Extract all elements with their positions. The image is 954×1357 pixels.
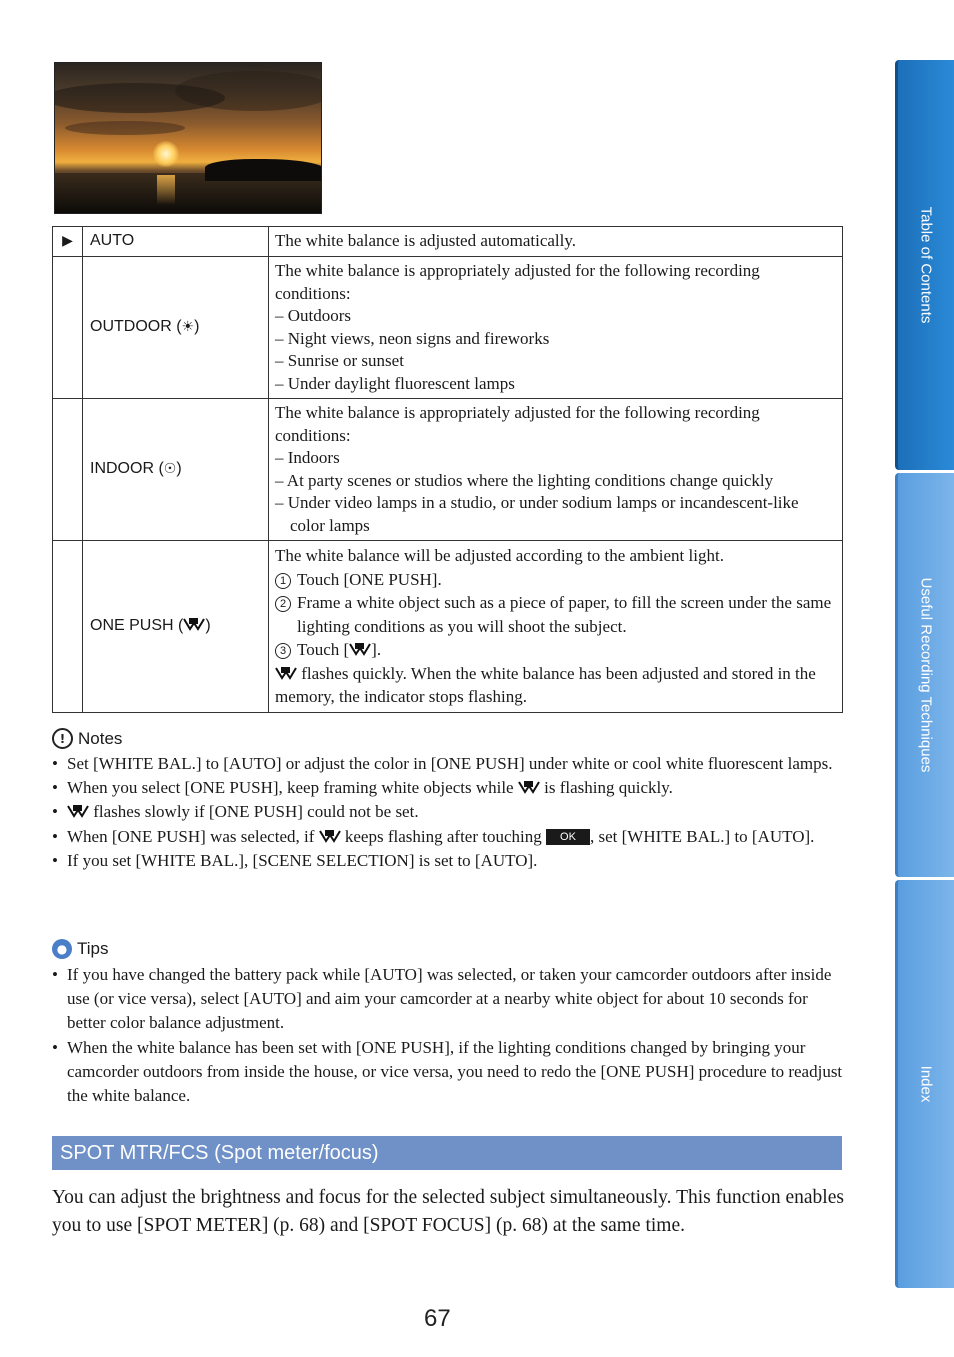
one-push-icon [67,804,89,818]
list-item: • When you select [ONE PUSH], keep framing white objects while is flashing quickly. [52,776,844,800]
list-item: • If you set [WHITE BAL.], [SCENE SELECTION] is set to [AUTO]. [52,849,844,873]
setting-description: The white balance is appropriately adjusted for the following recording conditions: – Outdoors – Night views, neon signs and fireworks – Sunrise or sunset – Under daylight fluorescent lamps [269,257,843,399]
setting-auto: AUTO [83,227,269,257]
tab-label: Useful Recording Techniques [917,577,935,773]
setting-description: The white balance is appropriately adjusted for the following recording conditions: – Indoors – At party scenes or studios where the lighting conditions change quickly – Under video lamps in a studio, or under sodium lamps or incandescent-like color lamps [269,399,843,541]
one-push-icon [349,642,371,656]
list-item: • If you have changed the battery pack while [AUTO] was selected, or taken your camcorder outdoors after inside use (or vice versa), select [AUTO] and aim your camcorder at a nearby white object for about 10 seconds for better color balance adjustment. [52,963,844,1036]
one-push-icon [319,829,341,843]
ok-button-image: OK [546,829,590,845]
tab-index[interactable] [895,880,954,1288]
one-push-icon [275,666,297,680]
setting-indoor: INDOOR (☉) [83,399,269,541]
table-row [53,541,843,713]
notes-heading: ! Notes [52,728,122,749]
one-push-icon [183,617,205,631]
tips-list [52,963,844,1108]
tab-table-of-contents[interactable] [895,60,954,470]
one-push-icon [518,780,540,794]
lightbulb-icon: ● [52,939,72,959]
table-row [53,227,843,257]
sunset-photo [54,62,322,214]
setting-description: The white balance is adjusted automatically. [269,227,843,257]
tab-useful-recording-techniques[interactable] [895,473,954,877]
list-item: • Set [WHITE BAL.] to [AUTO] or adjust the color in [ONE PUSH] under white or cool white fluorescent lamps. [52,752,844,776]
white-balance-table [52,226,843,713]
list-item: • When the white balance has been set with [ONE PUSH], if the lighting conditions changed by bringing your camcorder outdoors from inside the house, or vice versa, you need to redo the [ONE PUSH] procedure to readjust the white balance. [52,1036,844,1109]
default-marker: ▶ [53,227,83,257]
table-row [53,399,843,541]
section-heading: SPOT MTR/FCS (Spot meter/focus) [52,1136,842,1170]
section-body: You can adjust the brightness and focus for the selected subject simultaneously. This function enables you to use [SPOT METER] (p. 68) and [SPOT FOCUS] (p. 68) at the same time. [52,1187,844,1236]
setting-outdoor: OUTDOOR (☀) [83,257,269,399]
step-number: 1 [275,573,291,589]
table-row [53,257,843,399]
setting-description: The white balance will be adjusted according to the ambient light. 1 Touch [ONE PUSH]. 2 Frame a white object such as a piece of paper, to fill the screen under the same lighting conditions as you will shoot the subject. 3 Touch [ ]. flashes quickly. When the white balance has been adjusted and stored in the memory, the indicator stops flashing. [269,541,843,713]
page-number: 67 [424,1305,451,1332]
tips-heading: ● Tips [52,939,109,959]
list-item: • When [ONE PUSH] was selected, if keeps flashing after touching OK , set [WHITE BAL.] to [AUTO]. [52,825,844,849]
step-number: 3 [275,643,291,659]
step-number: 2 [275,596,291,612]
notes-list [52,752,844,873]
list-item: • flashes slowly if [ONE PUSH] could not be set. [52,800,844,824]
tab-label: Table of Contents [917,206,935,324]
bulb-icon: ☉ [163,461,177,478]
tab-label: Index [917,1065,935,1103]
sun-icon: ☀ [181,319,195,336]
setting-one-push: ONE PUSH ( ) [83,541,269,713]
notes-icon: ! [52,728,73,749]
